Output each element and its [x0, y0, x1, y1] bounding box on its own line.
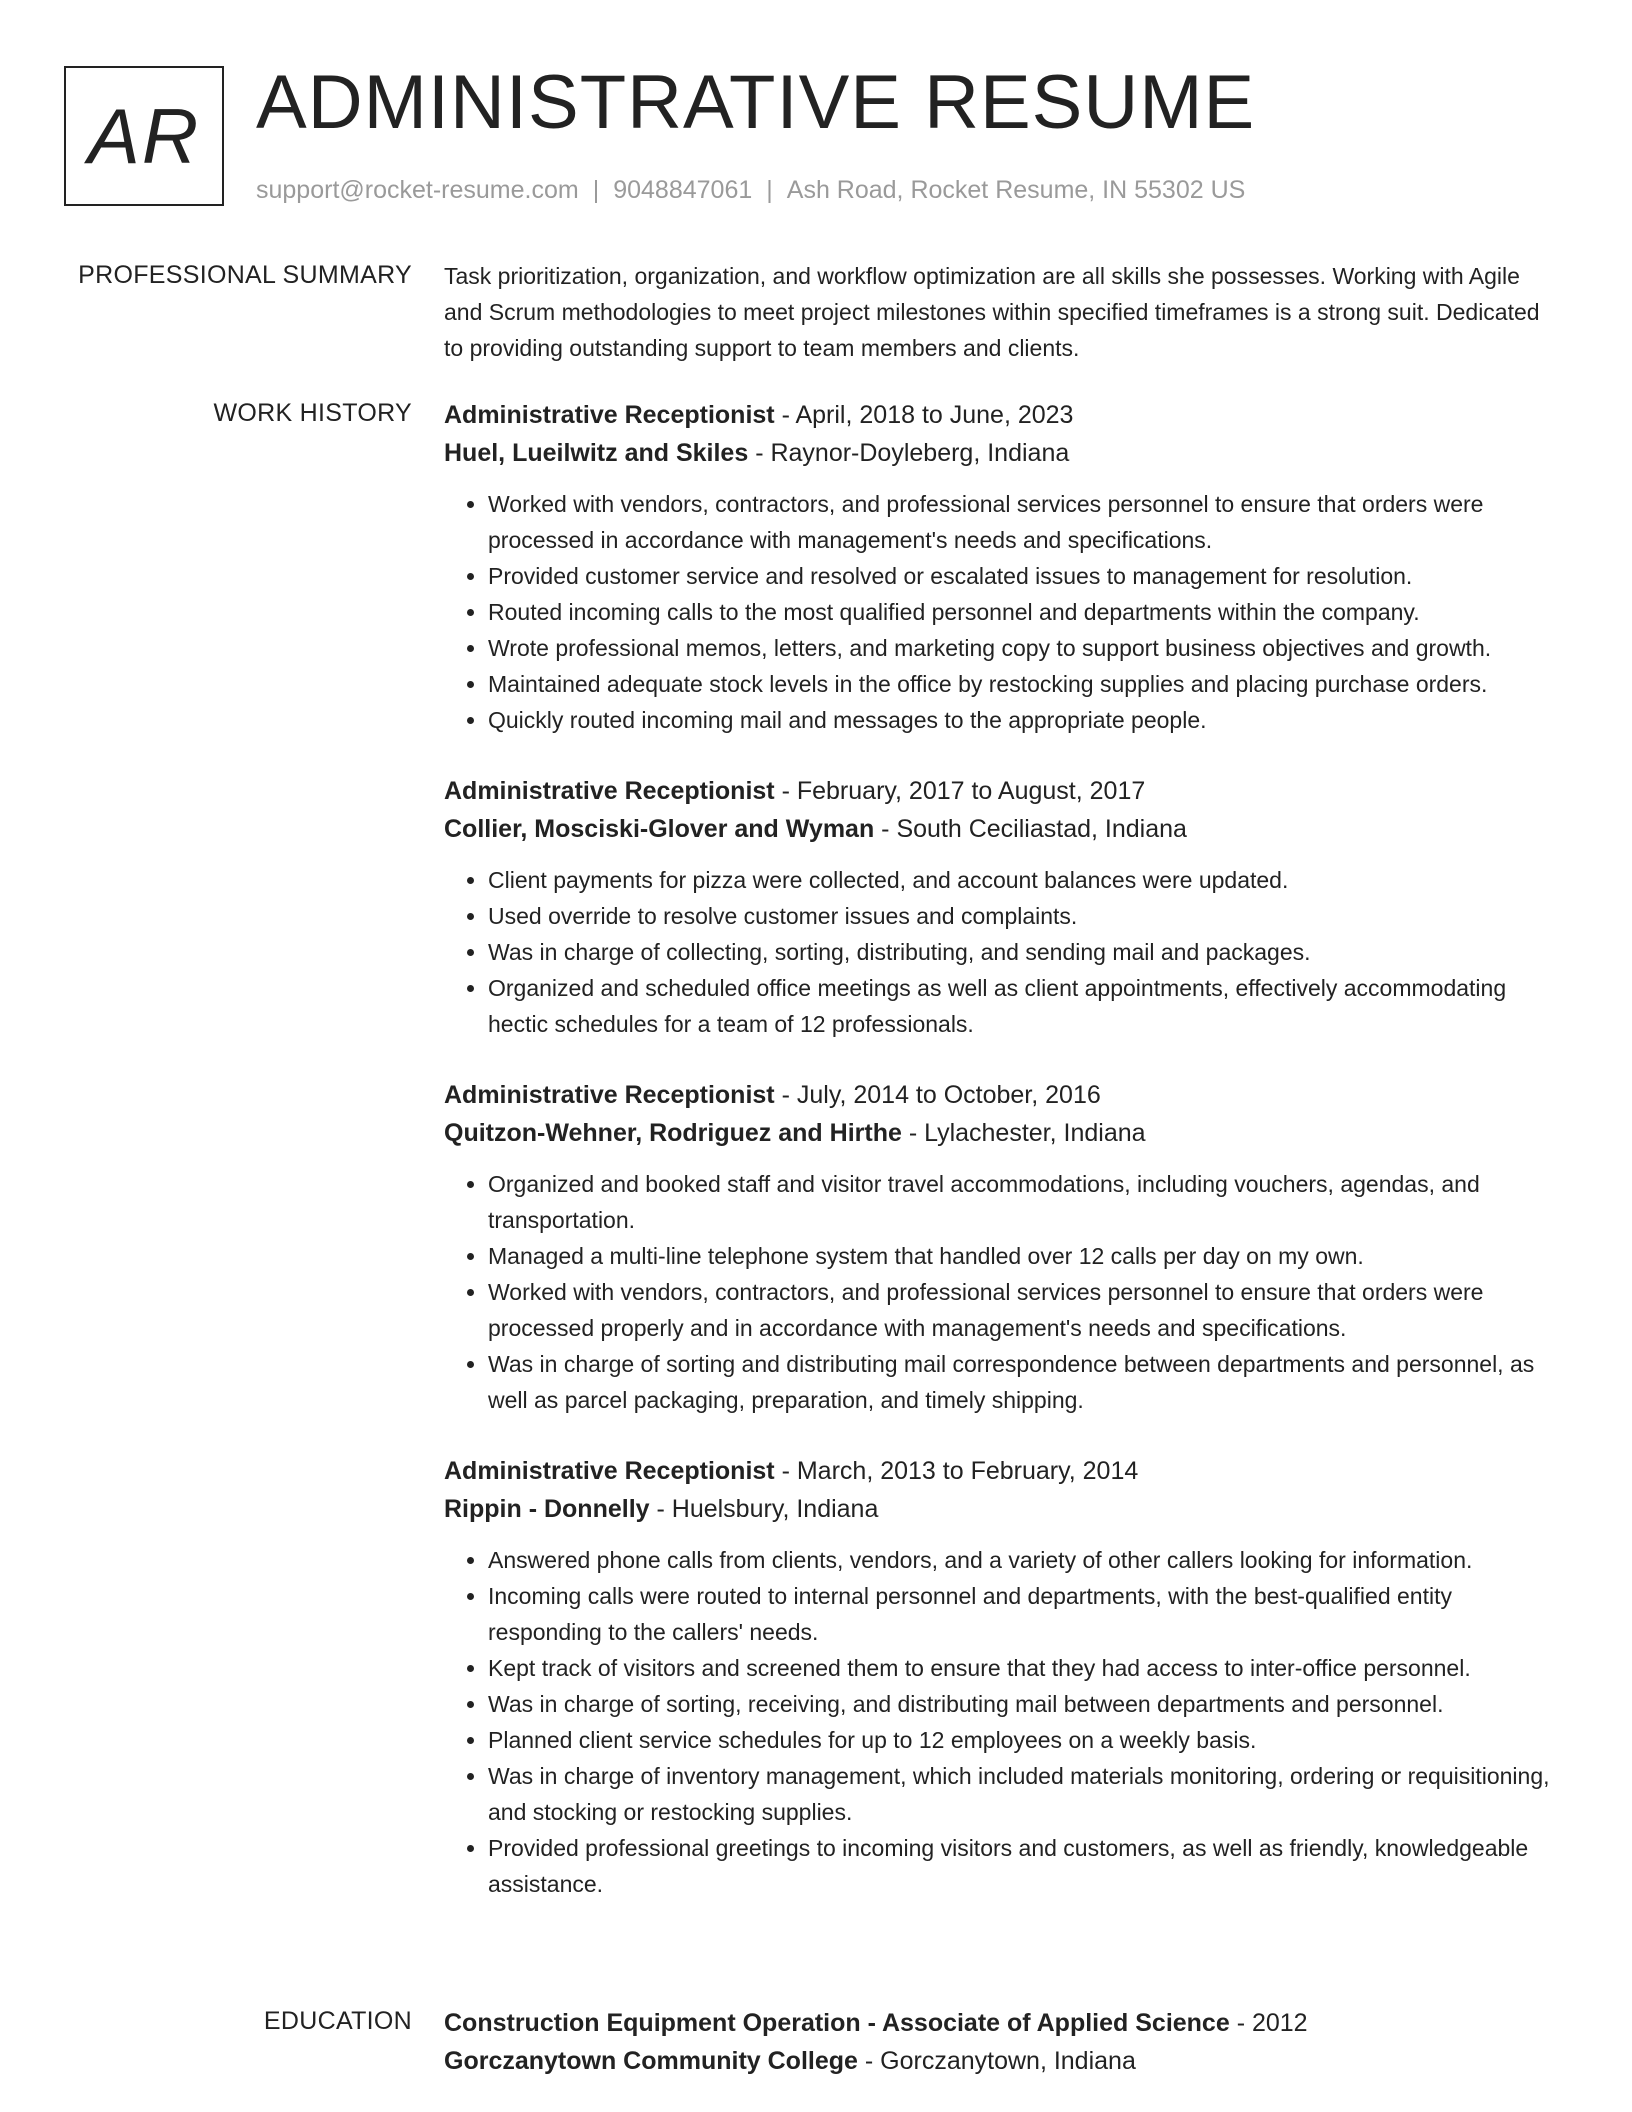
job-bullet: • Was in charge of sorting, receiving, and distributing mail between departments and personnel.: [488, 1686, 1564, 1722]
job-bullet-list: [444, 486, 1564, 738]
job-bullet: • Was in charge of inventory management, which included materials monitoring, ordering or requisitioning, and stocking or restocking supplies.: [488, 1758, 1564, 1830]
section-label-summary: PROFESSIONAL SUMMARY: [78, 261, 412, 289]
job-bullet: • Kept track of visitors and screened them to ensure that they had access to inter-office personnel.: [488, 1650, 1564, 1686]
job-dates: - February, 2017 to August, 2017: [774, 777, 1146, 805]
job-bullet: • Worked with vendors, contractors, and professional services personnel to ensure that orders were processed properly and in accordance with management's needs and specifications.: [488, 1274, 1564, 1346]
job-title: Administrative Receptionist: [444, 777, 775, 805]
job-company: Rippin - Donnelly: [444, 1495, 650, 1523]
education-location: - Gorczanytown, Indiana: [857, 2047, 1136, 2075]
monogram-box: [64, 66, 224, 206]
education-degree-line: [444, 2004, 1564, 2042]
job-bullet: • Routed incoming calls to the most qualified personnel and departments within the company.: [488, 594, 1564, 630]
job-bullet: • Used override to resolve customer issues and complaints.: [488, 898, 1564, 934]
monogram-initials: AR: [87, 91, 201, 180]
job-dates: - July, 2014 to October, 2016: [774, 1081, 1101, 1109]
job-company-line: [444, 434, 1564, 472]
job-bullet: • Managed a multi-line telephone system that handled over 12 calls per day on my own.: [488, 1238, 1564, 1274]
job-title-line: [444, 1076, 1564, 1114]
job-bullet: • Incoming calls were routed to internal personnel and departments, with the best-qualified entity responding to the callers' needs.: [488, 1578, 1564, 1650]
job-bullet: • Quickly routed incoming mail and messages to the appropriate people.: [488, 702, 1564, 738]
job-entry: [444, 396, 1564, 738]
job-location: - Raynor-Doyleberg, Indiana: [748, 439, 1070, 467]
job-title-line: [444, 1452, 1564, 1490]
job-bullet: • Organized and booked staff and visitor travel accommodations, including vouchers, agendas, and transportation.: [488, 1166, 1564, 1238]
summary-text: Task prioritization, organization, and workflow optimization are all skills she possesses. Working with Agile and Scrum methodologies to meet project milestones within specified timeframes is a strong suit. Dedicated to providing outstanding support to team members and clients.: [444, 263, 1540, 361]
job-bullet-list: [444, 862, 1564, 1042]
education-body: [444, 2004, 1564, 2080]
contact-separator: |: [766, 176, 773, 204]
job-company: Huel, Lueilwitz and Skiles: [444, 439, 749, 467]
job-location: - Lylachester, Indiana: [901, 1119, 1146, 1147]
contact-phone[interactable]: 9048847061: [613, 176, 753, 204]
job-bullet: • Answered phone calls from clients, vendors, and a variety of other callers looking for information.: [488, 1542, 1564, 1578]
job-bullet-list: [444, 1166, 1564, 1418]
job-title-line: [444, 396, 1564, 434]
job-location: - Huelsbury, Indiana: [649, 1495, 879, 1523]
job-company-line: [444, 1114, 1564, 1152]
education-year: - 2012: [1229, 2009, 1308, 2037]
job-company: Collier, Mosciski-Glover and Wyman: [444, 815, 875, 843]
education-school-line: [444, 2042, 1564, 2080]
job-bullet: • Provided customer service and resolved or escalated issues to management for resolution.: [488, 558, 1564, 594]
summary-body: [444, 258, 1564, 366]
job-company-line: [444, 810, 1564, 848]
job-bullet: • Was in charge of sorting and distributing mail correspondence between departments and personnel, as well as parcel packaging, preparation, and timely shipping.: [488, 1346, 1564, 1418]
contact-address: Ash Road, Rocket Resume, IN 55302 US: [786, 176, 1246, 204]
job-bullet: • Planned client service schedules for up to 12 employees on a weekly basis.: [488, 1722, 1564, 1758]
section-label-work-history: WORK HISTORY: [213, 399, 412, 427]
job-dates: - March, 2013 to February, 2014: [774, 1457, 1139, 1485]
job-bullet: • Organized and scheduled office meetings as well as client appointments, effectively accommodating hectic schedules for a team of 12 professionals.: [488, 970, 1564, 1042]
contact-line: [256, 172, 1245, 208]
education-degree: Construction Equipment Operation - Associate of Applied Science: [444, 2009, 1230, 2037]
job-bullet: • Was in charge of collecting, sorting, distributing, and sending mail and packages.: [488, 934, 1564, 970]
job-entry: [444, 772, 1564, 1042]
job-bullet: • Wrote professional memos, letters, and marketing copy to support business objectives and growth.: [488, 630, 1564, 666]
section-label-education: EDUCATION: [263, 2007, 412, 2035]
job-dates: - April, 2018 to June, 2023: [774, 401, 1074, 429]
job-entry: [444, 1076, 1564, 1418]
job-title: Administrative Receptionist: [444, 401, 775, 429]
work-history-body: [444, 396, 1564, 1902]
job-title: Administrative Receptionist: [444, 1457, 775, 1485]
job-location: - South Ceciliastad, Indiana: [874, 815, 1187, 843]
job-bullet: • Maintained adequate stock levels in the office by restocking supplies and placing purchase orders.: [488, 666, 1564, 702]
job-bullet: • Client payments for pizza were collected, and account balances were updated.: [488, 862, 1564, 898]
resume-title: ADMINISTRATIVE RESUME: [256, 60, 1256, 145]
job-entry: [444, 1452, 1564, 1902]
job-title: Administrative Receptionist: [444, 1081, 775, 1109]
job-company: Quitzon-Wehner, Rodriguez and Hirthe: [444, 1119, 902, 1147]
job-bullet-list: [444, 1542, 1564, 1902]
job-bullet: • Worked with vendors, contractors, and professional services personnel to ensure that orders were processed in accordance with management's needs and specifications.: [488, 486, 1564, 558]
job-title-line: [444, 772, 1564, 810]
job-company-line: [444, 1490, 1564, 1528]
contact-separator: |: [592, 176, 600, 204]
education-school: Gorczanytown Community College: [444, 2047, 858, 2075]
contact-email[interactable]: support@rocket-resume.com: [256, 176, 579, 204]
job-bullet: • Provided professional greetings to incoming visitors and customers, as well as friendly, knowledgeable assistance.: [488, 1830, 1564, 1902]
